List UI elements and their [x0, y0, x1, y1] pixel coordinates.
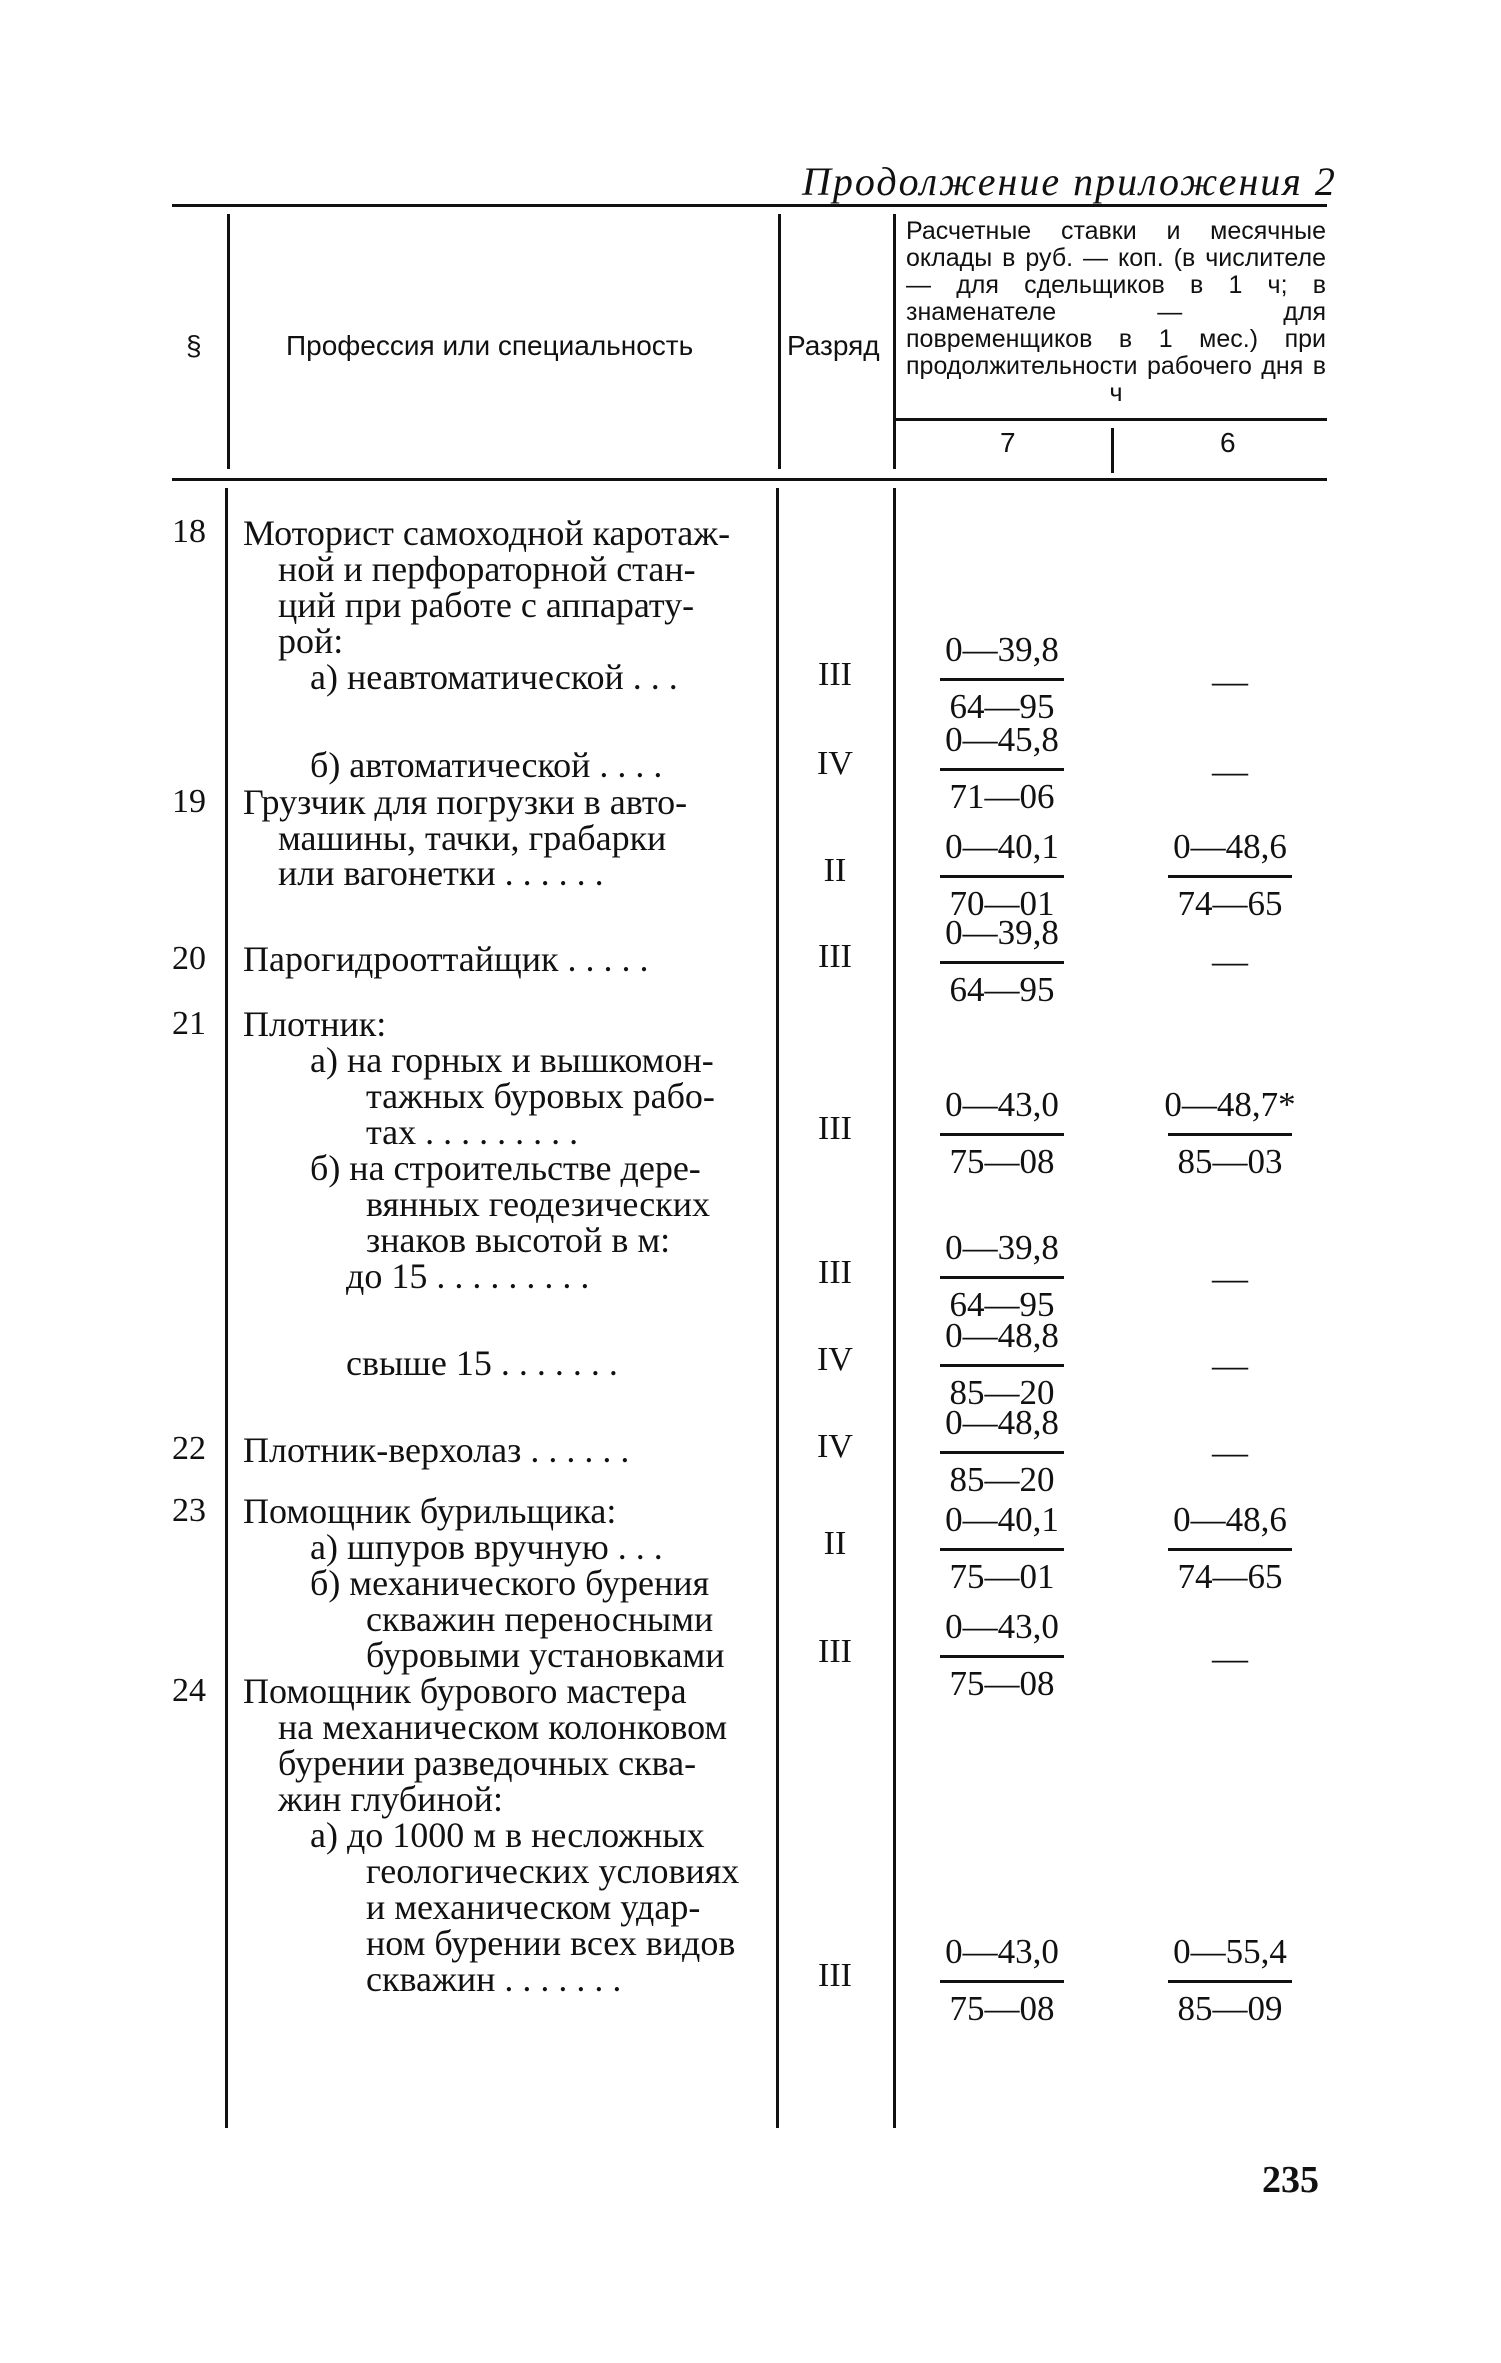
rate-fraction-7h	[882, 913, 1122, 1010]
rate-denominator: 85—20	[949, 1373, 1055, 1412]
header-rank: Разряд	[787, 330, 880, 361]
text-line: а) на горных и вышкомон-	[310, 1040, 714, 1080]
rate-denominator: 75—08	[949, 1664, 1055, 1703]
rate-numerator: 0—45,8	[945, 720, 1059, 759]
text-line: или вагонетки . . . . . .	[278, 853, 604, 893]
header-divider-2	[778, 214, 781, 469]
rank-value: II	[823, 1525, 847, 1562]
text-line: до 15 . . . . . . . . .	[346, 1256, 590, 1296]
header-divider-3	[893, 214, 896, 469]
header-top-rule	[172, 204, 1327, 207]
fraction-bar	[940, 1980, 1064, 1983]
rate-denominator: 64—95	[949, 970, 1055, 1009]
section-number: 24	[172, 1672, 206, 1709]
header-hours-7: 7	[1000, 427, 1016, 458]
section-number: 18	[172, 513, 206, 550]
header-divider-1	[227, 214, 230, 469]
page-number: 235	[1262, 2159, 1319, 2201]
text-line: б) механического бурения	[310, 1563, 710, 1603]
rate-fraction-7h	[882, 1500, 1122, 1597]
fraction-bar	[1168, 875, 1292, 878]
header-section: §	[186, 330, 202, 361]
body-divider-2	[776, 488, 779, 2128]
section-number: 21	[172, 1005, 206, 1042]
rate-fraction-7h	[882, 630, 1122, 727]
text-line: вянных геодезических	[366, 1184, 710, 1224]
text-line: машины, тачки, грабарки	[278, 818, 667, 858]
text-line: тах . . . . . . . . .	[366, 1112, 579, 1152]
text-line: Помощник бурового мастера	[243, 1671, 687, 1711]
text-line: а) шпуров вручную . . .	[310, 1527, 663, 1567]
rate-numerator: 0—43,0	[945, 1085, 1059, 1124]
text-line: а) неавтоматической . . .	[310, 657, 678, 697]
fraction-bar	[940, 1655, 1064, 1658]
header-divider-hours	[1111, 428, 1114, 473]
rank-value: III	[818, 938, 852, 975]
rate-fraction-7h	[882, 1228, 1122, 1325]
empty-rate-dash: —	[1212, 751, 1248, 791]
section-number: 19	[172, 783, 206, 820]
fraction-bar	[940, 1276, 1064, 1279]
rank-value: III	[818, 1254, 852, 1291]
rate-fraction-7h	[882, 1316, 1122, 1413]
fraction-bar	[1168, 1133, 1292, 1136]
text-line: Плотник:	[243, 1004, 387, 1044]
rate-denominator: 64—95	[949, 1285, 1055, 1324]
text-line: знаков высотой в м:	[366, 1220, 671, 1260]
empty-rate-dash: —	[1212, 941, 1248, 981]
text-line: геологических условиях	[366, 1851, 740, 1891]
running-head: Продолжение приложения 2	[802, 159, 1337, 204]
rate-numerator: 0—55,4	[1173, 1932, 1287, 1971]
header-bottom-rule	[172, 478, 1327, 481]
rate-denominator: 64—95	[949, 687, 1055, 726]
rate-numerator: 0—48,7*	[1164, 1085, 1296, 1124]
section-number: 20	[172, 940, 206, 977]
text-line: свыше 15 . . . . . . .	[346, 1343, 618, 1383]
text-line: Плотник-верхолаз . . . . . .	[243, 1430, 630, 1470]
text-line: Моторист самоходной каротаж-	[243, 513, 731, 553]
rate-denominator: 85—20	[949, 1460, 1055, 1499]
fraction-bar	[940, 1548, 1064, 1551]
rate-denominator: 71—06	[949, 777, 1055, 816]
empty-rate-dash: —	[1212, 661, 1248, 701]
rate-numerator: 0—43,0	[945, 1932, 1059, 1971]
text-line: скважин . . . . . . .	[366, 1959, 622, 1999]
rank-value: IV	[817, 1341, 853, 1378]
rate-fraction-6h	[1110, 1500, 1350, 1597]
rate-numerator: 0—40,1	[945, 827, 1059, 866]
rate-numerator: 0—39,8	[945, 1228, 1059, 1267]
rate-numerator: 0—48,8	[945, 1316, 1059, 1355]
rate-fraction-7h	[882, 1085, 1122, 1182]
header-hours-6: 6	[1220, 427, 1236, 458]
text-line: Помощник бурильщика:	[243, 1491, 617, 1531]
rate-numerator: 0—48,6	[1173, 1500, 1287, 1539]
text-line: а) до 1000 м в несложных	[310, 1815, 705, 1855]
text-line: Грузчик для погрузки в авто-	[243, 782, 688, 822]
fraction-bar	[940, 961, 1064, 964]
header-profession: Профессия или специальность	[286, 330, 694, 361]
rate-fraction-6h	[1110, 827, 1350, 924]
rate-denominator: 74—65	[1177, 1557, 1283, 1596]
text-line: тажных буровых рабо-	[366, 1076, 715, 1116]
rate-denominator: 85—09	[1177, 1989, 1283, 2028]
rate-denominator: 75—08	[949, 1989, 1055, 2028]
fraction-bar	[1168, 1980, 1292, 1983]
rank-value: III	[818, 1110, 852, 1147]
text-line: скважин переносными	[366, 1599, 714, 1639]
fraction-bar	[940, 1133, 1064, 1136]
rank-value: IV	[817, 745, 853, 782]
empty-rate-dash: —	[1212, 1432, 1248, 1472]
rate-numerator: 0—43,0	[945, 1607, 1059, 1646]
section-number: 22	[172, 1430, 206, 1467]
rate-numerator: 0—48,8	[945, 1403, 1059, 1442]
rate-fraction-6h	[1110, 1085, 1350, 1182]
header-sub-rule	[895, 418, 1327, 421]
rate-numerator: 0—40,1	[945, 1500, 1059, 1539]
rate-fraction-7h	[882, 1932, 1122, 2029]
empty-rate-dash: —	[1212, 1258, 1248, 1298]
rank-value: IV	[817, 1428, 853, 1465]
text-line: рой:	[278, 621, 344, 661]
empty-rate-dash: —	[1212, 1638, 1248, 1678]
rate-fraction-7h	[882, 1403, 1122, 1500]
rate-fraction-6h	[1110, 1932, 1350, 2029]
body-divider-1	[225, 488, 228, 2128]
section-number: 23	[172, 1492, 206, 1529]
text-line: ций при работе с аппарату-	[278, 585, 695, 625]
text-line: ной и перфораторной стан-	[278, 549, 696, 589]
text-line: буровыми установками	[366, 1635, 725, 1675]
empty-rate-dash: —	[1212, 1345, 1248, 1385]
fraction-bar	[1168, 1548, 1292, 1551]
rate-numerator: 0—39,8	[945, 913, 1059, 952]
rank-value: II	[823, 852, 847, 889]
text-line: жин глубиной:	[278, 1779, 503, 1819]
rate-fraction-7h	[882, 1607, 1122, 1704]
rate-denominator: 75—08	[949, 1142, 1055, 1181]
header-rates: Расчетные ставки и месячные оклады в руб. — коп. (в числителе — для сдельщиков в 1 ч; в знаменателе — для повременщиков в 1 мес.) при продолжительности рабочего дня в ч	[906, 217, 1326, 407]
text-line: б) на строительстве дере-	[310, 1148, 701, 1188]
text-line: на механическом колонковом	[278, 1707, 728, 1747]
text-line: б) автоматической . . . .	[310, 745, 663, 785]
fraction-bar	[940, 768, 1064, 771]
fraction-bar	[940, 1451, 1064, 1454]
fraction-bar	[940, 678, 1064, 681]
rate-fraction-7h	[882, 827, 1122, 924]
rate-denominator: 75—01	[949, 1557, 1055, 1596]
rate-denominator: 74—65	[1177, 884, 1283, 923]
rank-value: III	[818, 656, 852, 693]
rate-denominator: 70—01	[949, 884, 1055, 923]
text-line: бурении разведочных сква-	[278, 1743, 697, 1783]
text-line: и механическом удар-	[366, 1887, 701, 1927]
rate-denominator: 85—03	[1177, 1142, 1283, 1181]
rate-numerator: 0—48,6	[1173, 827, 1287, 866]
rank-value: III	[818, 1633, 852, 1670]
fraction-bar	[940, 875, 1064, 878]
text-line: ном бурении всех видов	[366, 1923, 736, 1963]
rate-numerator: 0—39,8	[945, 630, 1059, 669]
rank-value: III	[818, 1957, 852, 1994]
rate-fraction-7h	[882, 720, 1122, 817]
fraction-bar	[940, 1364, 1064, 1367]
text-line: Парогидрооттайщик . . . . .	[243, 939, 649, 979]
